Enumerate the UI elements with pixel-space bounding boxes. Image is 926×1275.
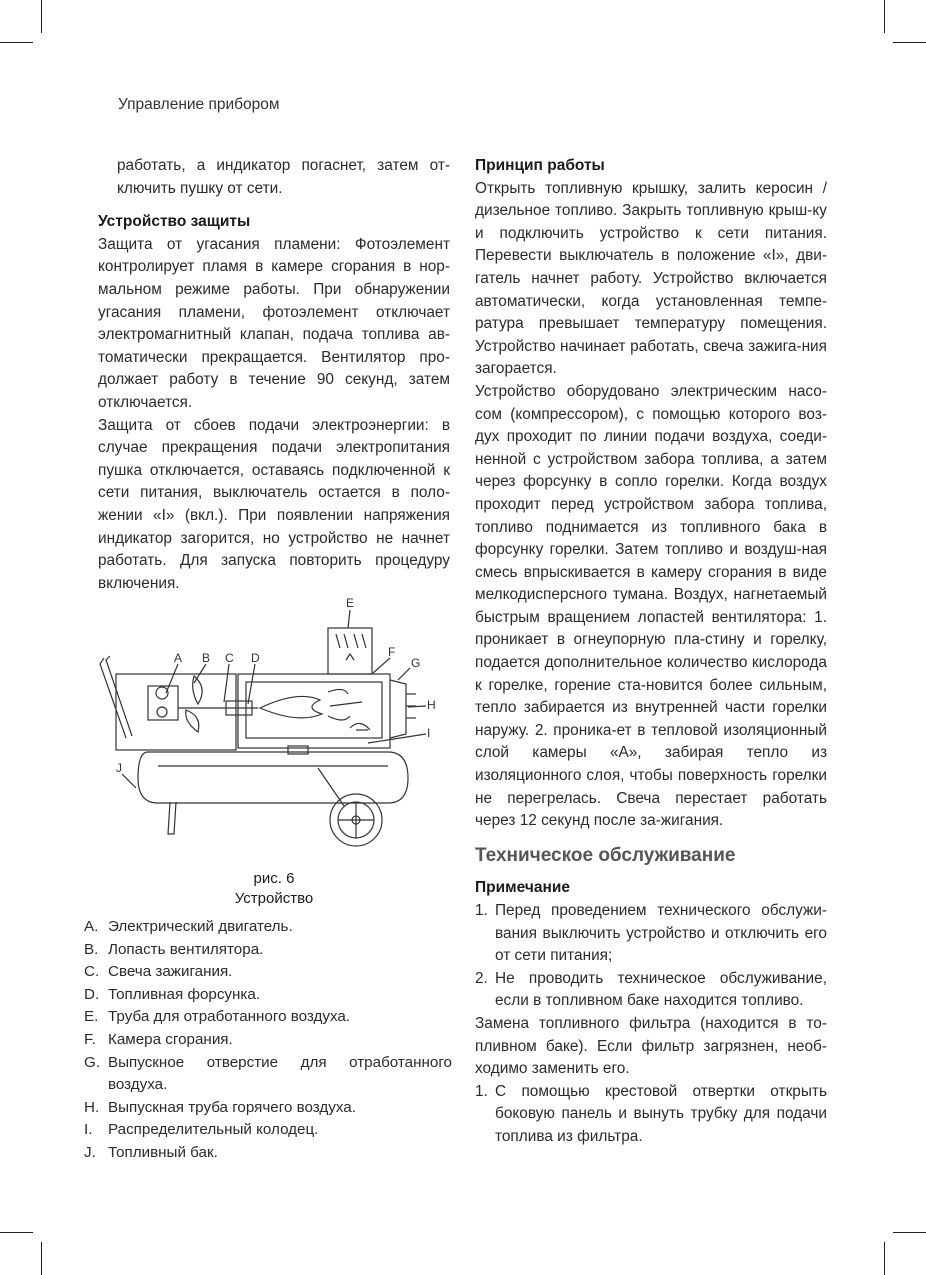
step-number: 1. bbox=[475, 1082, 488, 1100]
steps-list bbox=[475, 1081, 827, 1149]
label-B: B bbox=[202, 651, 211, 665]
label-A: A bbox=[174, 651, 183, 665]
flame-protection-paragraph: Защита от угасания пламени: Фотоэлемент контролирует пламя в камере сгорания в нор-мальном режиме работы. При обнаружении угасания пламени, фотоэлемент отключает электромагнитный клапан, подача топлива ав-томатически прекращается. Вентилятор про-должает работу в течение 90 секунд, затем отключается. bbox=[98, 235, 450, 411]
figure-legend bbox=[84, 916, 452, 1165]
device-diagram bbox=[98, 598, 450, 898]
crop-mark bbox=[893, 1232, 926, 1233]
legend-text: Выпускная труба горячего воздуха. bbox=[108, 1098, 356, 1116]
step-item bbox=[475, 1081, 827, 1149]
principle-paragraph-1: Открыть топливную крышку, залить керосин / дизельное топливо. Закрыть топливную крыш-ку и подключить устройство к сети питания. Перевести выключатель в положение «I», дви-гатель начнет работу. Устройство включается автоматически, когда установленная темпе-ратура превышает температуру помещения. Устройство начинает работать, свеча зажига-ния загорается. bbox=[475, 179, 827, 378]
legend-item bbox=[84, 1097, 452, 1120]
legend-text: Выпускное отверстие для отработанного воздуха. bbox=[108, 1053, 452, 1094]
label-D: D bbox=[251, 651, 260, 665]
label-E: E bbox=[346, 598, 355, 610]
crop-mark bbox=[884, 0, 885, 33]
legend-key: F. bbox=[84, 1030, 96, 1048]
legend-text: Распределительный колодец. bbox=[108, 1121, 319, 1139]
legend-item bbox=[84, 961, 452, 984]
note-item bbox=[475, 900, 827, 968]
legend-item bbox=[84, 939, 452, 962]
legend-item bbox=[84, 1006, 452, 1029]
device-drawing bbox=[98, 598, 450, 868]
crop-mark bbox=[41, 0, 42, 33]
power-protection-paragraph: Защита от сбоев подачи электроэнергии: в случае прекращения подачи электропитания пушка отключается, оставаясь подключенной к сети питания, выключатель остается в поло-жении «I» (вкл.). При появлении напряжения индикатор загорится, но устройство не начнет работать. Для запуска повторить процедуру включения. bbox=[98, 416, 450, 592]
legend-key: J. bbox=[84, 1143, 96, 1161]
legend-item bbox=[84, 1052, 452, 1097]
crop-mark bbox=[41, 1242, 42, 1275]
crop-mark bbox=[0, 1232, 33, 1233]
legend-text: Электрический двигатель. bbox=[108, 918, 293, 935]
step-text: С помощью крестовой отвертки открыть боковую панель и вынуть трубку для подачи топлива из фильтра. bbox=[495, 1082, 827, 1145]
legend-key: E. bbox=[84, 1008, 99, 1026]
legend-text: Лопасть вентилятора. bbox=[108, 940, 264, 958]
legend-text: Свеча зажигания. bbox=[108, 963, 233, 981]
note-text: Перед проведением технического обслужи-вания выключить устройство и отключить его от сети питания; bbox=[495, 902, 827, 965]
crop-mark bbox=[893, 42, 926, 43]
crop-mark bbox=[884, 1242, 885, 1275]
left-column bbox=[98, 155, 450, 595]
legend-text: Топливный бак. bbox=[108, 1143, 218, 1161]
legend-key: C. bbox=[84, 963, 100, 981]
label-I: I bbox=[427, 726, 431, 740]
label-H: H bbox=[427, 698, 436, 712]
note-heading: Примечание bbox=[475, 879, 570, 897]
maintenance-heading: Техническое обслуживание bbox=[475, 844, 736, 866]
legend-item bbox=[84, 1029, 452, 1052]
right-column bbox=[475, 155, 827, 1149]
legend-text: Труба для отработанного воздуха. bbox=[108, 1008, 351, 1026]
protection-heading: Устройство защиты bbox=[98, 213, 251, 231]
label-G: G bbox=[411, 656, 421, 670]
legend-key: A. bbox=[84, 918, 99, 935]
note-number: 1. bbox=[475, 902, 488, 919]
note-text: Не проводить техническое обслуживание, если в топливном баке находится топливо. bbox=[495, 969, 827, 1010]
label-J: J bbox=[116, 761, 122, 775]
notes-list bbox=[475, 900, 827, 1013]
principle-paragraph-2: Устройство оборудовано электрическим насо-сом (компрессором), с помощью которого воз-дух проходит по линии подачи воздуха, соеди-ненной с устройством забора топлива, а затем через форсунку в сопло горелки. Когда воздух проходит перед устройством забора топлива, топливо поднимается из топливного бака в форсунку горелки. Затем топливо и воздуш-ная смесь впрыскивается в камеру сгорания в виде мелкодисперсного тумана. Воздух, нагнетаемый быстрым вращением лопастей вентилятора: 1. проникает в огнеупорную пла-стину и горелку, подается дополнительное количество кислорода к горелке, горение ста-новится более сильным, тепло забирается из внутренней части горелки наружу. 2. проника-ет в тепловой изоляционный слой камеры «А», забирая тепло из изоляционного слоя, чтобы поверхность горелки не перегрелась. Свеча перестает работать через 12 секунд после за-жигания. bbox=[475, 382, 827, 830]
figure-number: рис. 6 bbox=[253, 870, 295, 887]
legend-key: D. bbox=[84, 985, 100, 1003]
legend-key: G. bbox=[84, 1053, 101, 1071]
legend-text: Топливная форсунка. bbox=[108, 985, 261, 1003]
running-header: Управление прибором bbox=[118, 96, 280, 113]
figure-caption bbox=[98, 869, 450, 909]
legend-text: Камера сгорания. bbox=[108, 1030, 233, 1048]
principle-heading: Принцип работы bbox=[475, 157, 605, 174]
legend-key: H. bbox=[84, 1098, 100, 1116]
legend-item bbox=[84, 916, 452, 939]
legend-item bbox=[84, 984, 452, 1007]
label-F: F bbox=[388, 645, 396, 659]
legend-key: I. bbox=[84, 1121, 93, 1139]
figure-title: Устройство bbox=[234, 890, 314, 907]
legend-item bbox=[84, 1142, 452, 1165]
filter-paragraph: Замена топливного фильтра (находится в то-пливном баке). Если фильтр загрязнен, необ-ходимо заменить его. bbox=[475, 1014, 827, 1078]
note-number: 2. bbox=[475, 969, 488, 987]
label-C: C bbox=[225, 651, 234, 665]
crop-mark bbox=[0, 42, 33, 43]
note-item bbox=[475, 968, 827, 1013]
legend-key: B. bbox=[84, 940, 99, 958]
intro-paragraph: работать, а индикатор погаснет, затем от-ключить пушку от сети. bbox=[117, 157, 450, 197]
legend-item bbox=[84, 1119, 452, 1142]
